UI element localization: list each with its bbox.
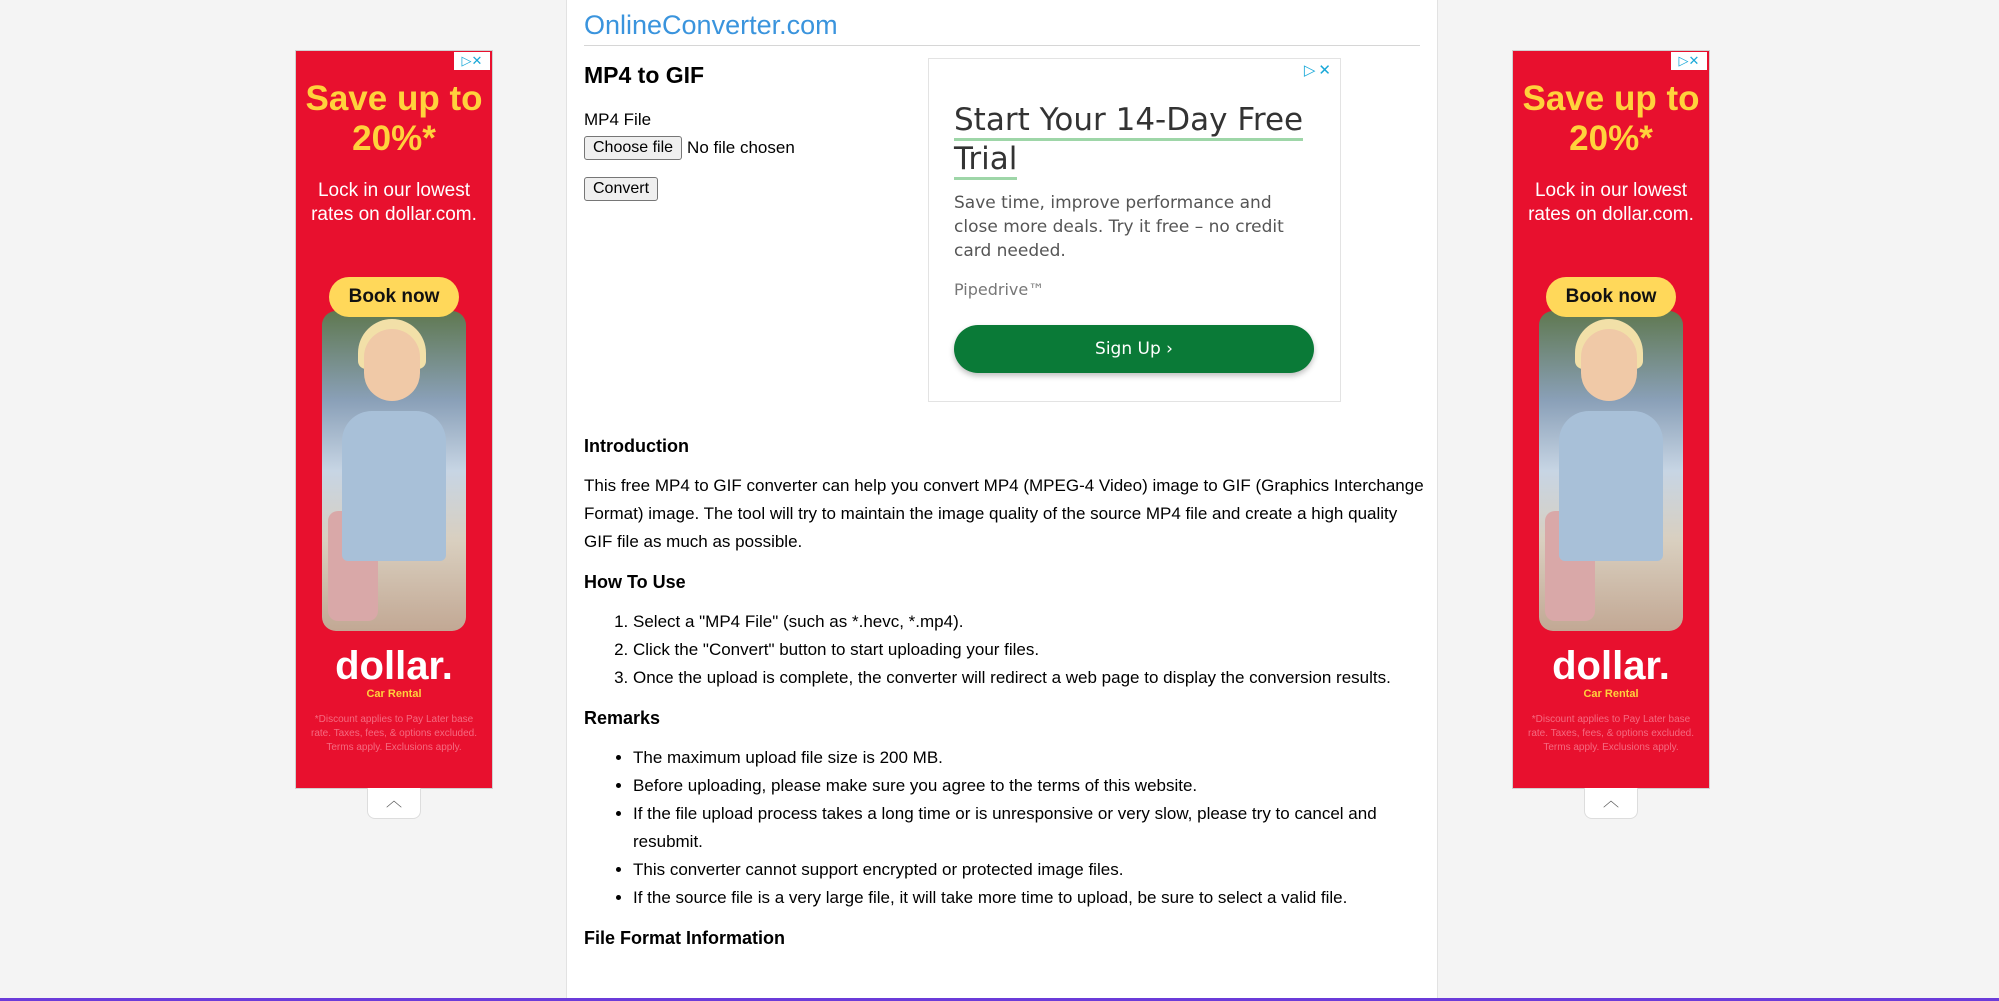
dollar-logo: dollar.	[1552, 644, 1670, 688]
ad-save-text: Save up to 20%*	[1522, 79, 1700, 158]
ad-photo	[1539, 311, 1683, 631]
adchoices-close-icon[interactable]: ▷✕	[1303, 62, 1334, 79]
choose-file-button[interactable]: Choose file	[584, 136, 682, 160]
ad-fine-print: *Discount applies to Pay Later base rate. Taxes, fees, & options excluded. Terms apply. Exclusions apply.	[1527, 714, 1695, 753]
book-now-button[interactable]: Book now	[329, 277, 459, 317]
remarks-heading: Remarks	[584, 708, 661, 728]
collapse-ad-chevron-up-icon[interactable]: ︿	[367, 788, 421, 819]
left-side-ad[interactable]	[295, 50, 493, 789]
list-item: • Before uploading, please make sure you agree to the terms of this website.	[633, 772, 1424, 800]
ad-description: Save time, improve performance and close more deals. Try it free – no credit card needed.	[954, 193, 1284, 261]
intro-heading: Introduction	[584, 436, 689, 456]
file-label: MP4 File	[584, 110, 652, 129]
ad-fine-print: *Discount applies to Pay Later base rate. Taxes, fees, & options excluded. Terms apply. Exclusions apply.	[310, 714, 478, 753]
sign-up-button[interactable]: Sign Up ›	[954, 325, 1314, 373]
adchoices-close-icon[interactable]: ▷✕	[454, 52, 490, 70]
intro-text: This free MP4 to GIF converter can help you convert MP4 (MPEG-4 Video) image to GIF (Graphics Interchange Format) image. The tool will try to maintain the image quality of the source MP4 file and create a high quality GIF file as much as possible.	[584, 476, 1424, 551]
article	[584, 420, 1424, 964]
list-item: • This converter cannot support encrypted or protected image files.	[633, 856, 1424, 884]
list-item: • If the source file is a very large file, it will take more time to upload, be sure to select a valid file.	[633, 884, 1424, 912]
ad-brand: Pipedrive™	[954, 280, 1045, 299]
page-title: MP4 to GIF	[584, 62, 705, 88]
list-item: 1. Select a "MP4 File" (such as *.hevc, *.mp4).	[633, 608, 1424, 636]
adchoices-close-icon[interactable]: ▷✕	[1671, 52, 1707, 70]
divider	[584, 45, 1420, 46]
dollar-logo: dollar.	[335, 644, 453, 688]
ad-lock-text: Lock in our lowest rates on dollar.com.	[311, 180, 477, 225]
car-rental-text: Car Rental	[1583, 688, 1639, 700]
howto-list	[584, 608, 1424, 692]
right-side-ad[interactable]	[1512, 50, 1710, 789]
site-title-link[interactable]: OnlineConverter.com	[584, 10, 838, 40]
convert-button[interactable]: Convert	[584, 177, 658, 201]
no-file-text: No file chosen	[687, 138, 795, 157]
ad-lock-text: Lock in our lowest rates on dollar.com.	[1528, 180, 1694, 225]
book-now-button[interactable]: Book now	[1546, 277, 1676, 317]
list-item: • If the file upload process takes a long time or is unresponsive or very slow, please try to cancel and resubmit.	[633, 800, 1424, 856]
ad-save-text: Save up to 20%*	[305, 79, 483, 158]
file-input[interactable]	[584, 136, 795, 160]
list-item: 3. Once the upload is complete, the converter will redirect a web page to display the conversion results.	[633, 664, 1424, 692]
howto-heading: How To Use	[584, 572, 686, 592]
car-rental-text: Car Rental	[366, 688, 422, 700]
format-heading: File Format Information	[584, 928, 786, 948]
pipedrive-ad[interactable]	[928, 58, 1341, 402]
collapse-ad-chevron-up-icon[interactable]: ︿	[1584, 788, 1638, 819]
ad-photo	[322, 311, 466, 631]
list-item: 2. Click the "Convert" button to start uploading your files.	[633, 636, 1424, 664]
remarks-list	[584, 744, 1424, 912]
list-item: • The maximum upload file size is 200 MB.	[633, 744, 1424, 772]
ad-headline[interactable]: Start Your 14-Day Free Trial	[954, 101, 1314, 179]
main-content	[566, 0, 1438, 1001]
